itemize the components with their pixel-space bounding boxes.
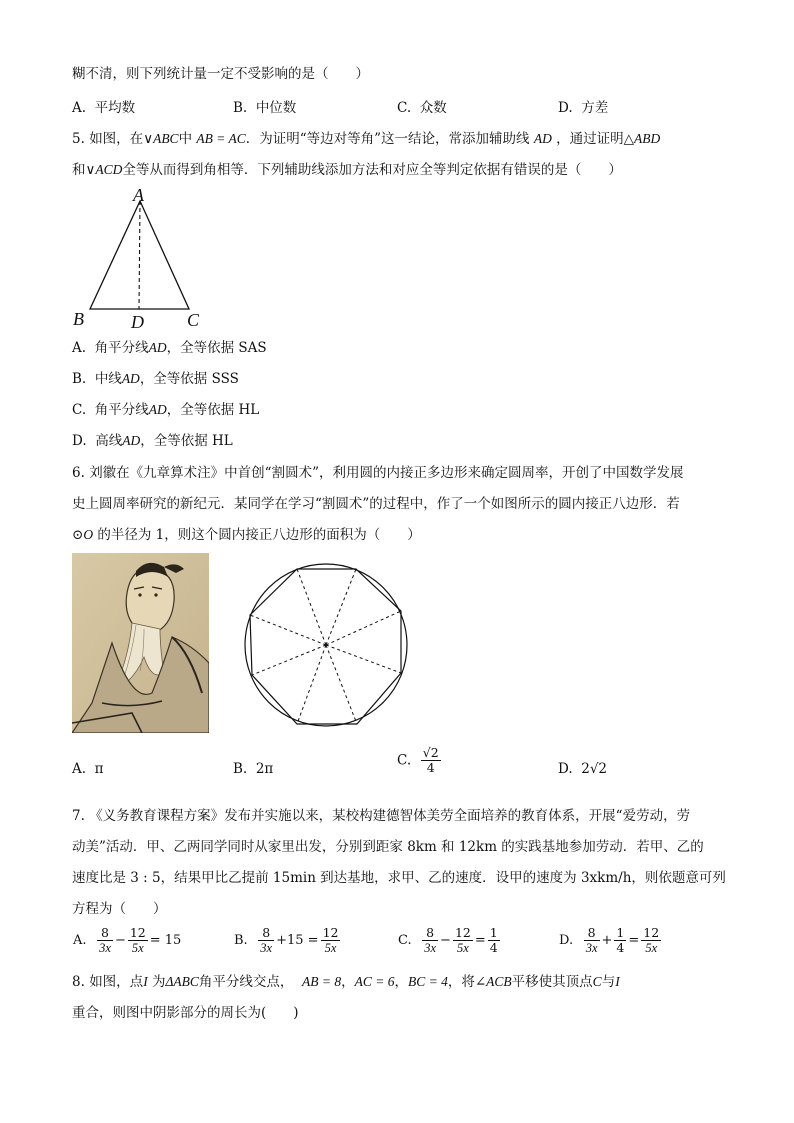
q5-option-c: C. 角平分线AD，全等依据 HL	[72, 402, 260, 418]
q7-stem-line3: 速度比是 3 : 5，结果甲比乙提前 15min 到达基地，求甲、乙的速度．设甲的速度为 3xkm/h，则依题意可列	[72, 870, 726, 886]
q7-stem-line1: 7. 《义务教育课程方案》发布并实施以来，某校构建德智体美劳全面培养的教育体系，开展“爱劳动，劳	[72, 808, 691, 824]
q8-stem-line1: 8. 如图，点I 为ΔABC角平分线交点， AB = 8，AC = 6，BC = 4，将∠ACB平移使其顶点C与I	[72, 974, 620, 990]
q6-stem-line1: 6. 刘徽在《九章算术注》中首创“割圆术”，利用圆的内接正多边形来确定圆周率，开创了中国数学发展	[72, 465, 684, 481]
q4-option-a: A. 平均数	[72, 100, 136, 116]
q4-option-d: D. 方差	[558, 100, 609, 116]
label-point-d: D	[131, 312, 144, 332]
segment-ad-dashed	[139, 201, 140, 309]
q6-stem-line2: 史上圆周率研究的新纪元．某同学在学习“割圆术”的过程中，作了一个如图所示的圆内接正八边形．若	[72, 496, 680, 512]
q6-stem-line3: ⊙O 的半径为 1，则这个圆内接正八边形的面积为（ ）	[72, 527, 421, 543]
q5-option-a: A. 角平分线AD，全等依据 SAS	[72, 340, 267, 356]
q7-option-d: D. $\frac{8}{3x}$ + $\frac{1}{4}$ = $\frac{12}{5x}$	[559, 925, 660, 955]
q7-stem-line4: 方程为（ ）	[72, 901, 167, 917]
label-vertex-b: B	[73, 309, 84, 329]
q5-stem-line1: 5. 如图，在∨ABC中 AB = AC．为证明“等边对等角”这一结论，常添加辅助线 AD ，通过证明△ABD	[72, 131, 661, 147]
q7-option-c: C. $\frac{8}{3x}$ − $\frac{12}{5x}$ = $\frac{1}{4}$	[398, 925, 498, 955]
q5-option-b: B. 中线AD，全等依据 SSS	[72, 371, 239, 387]
q6-option-a: A. π	[72, 761, 104, 777]
fraction-sqrt2-over-4: $\frac{√2}{4}$	[422, 745, 439, 775]
q7-option-a: A. $\frac{8}{3x}$ − $\frac{12}{5x}$ = 15	[73, 925, 182, 955]
q6-option-c: C. $\frac{√2}{4}$	[397, 745, 439, 775]
inscribed-octagon-figure	[240, 560, 415, 730]
q5-option-d: D. 高线AD，全等依据 HL	[72, 433, 233, 449]
q5-stem-line2: 和∨ACD全等从而得到角相等．下列辅助线添加方法和对应全等判定依据有错误的是（ ）	[72, 162, 622, 178]
label-vertex-a: A	[133, 185, 144, 205]
q6-option-d: D. 2√2	[558, 761, 608, 777]
q4-stem-tail: 糊不清，则下列统计量一定不受影响的是（ ）	[72, 66, 369, 82]
q7-stem-line2: 动美”活动．甲、乙两同学同时从家里出发，分别到距家 8km 和 12km 的实践基地参加劳动．若甲、乙的	[72, 839, 704, 855]
q6-option-b: B. 2π	[233, 761, 274, 777]
liu-hui-portrait-image	[72, 553, 209, 733]
label-vertex-c: C	[187, 310, 200, 330]
q7-option-b: B. $\frac{8}{3x}$ +15 = $\frac{12}{5x}$	[234, 925, 339, 955]
q4-option-c: C. 众数	[397, 100, 447, 116]
q4-option-b: B. 中位数	[233, 100, 297, 116]
q8-stem-line2: 重合，则图中阴影部分的周长为( )	[72, 1005, 299, 1021]
